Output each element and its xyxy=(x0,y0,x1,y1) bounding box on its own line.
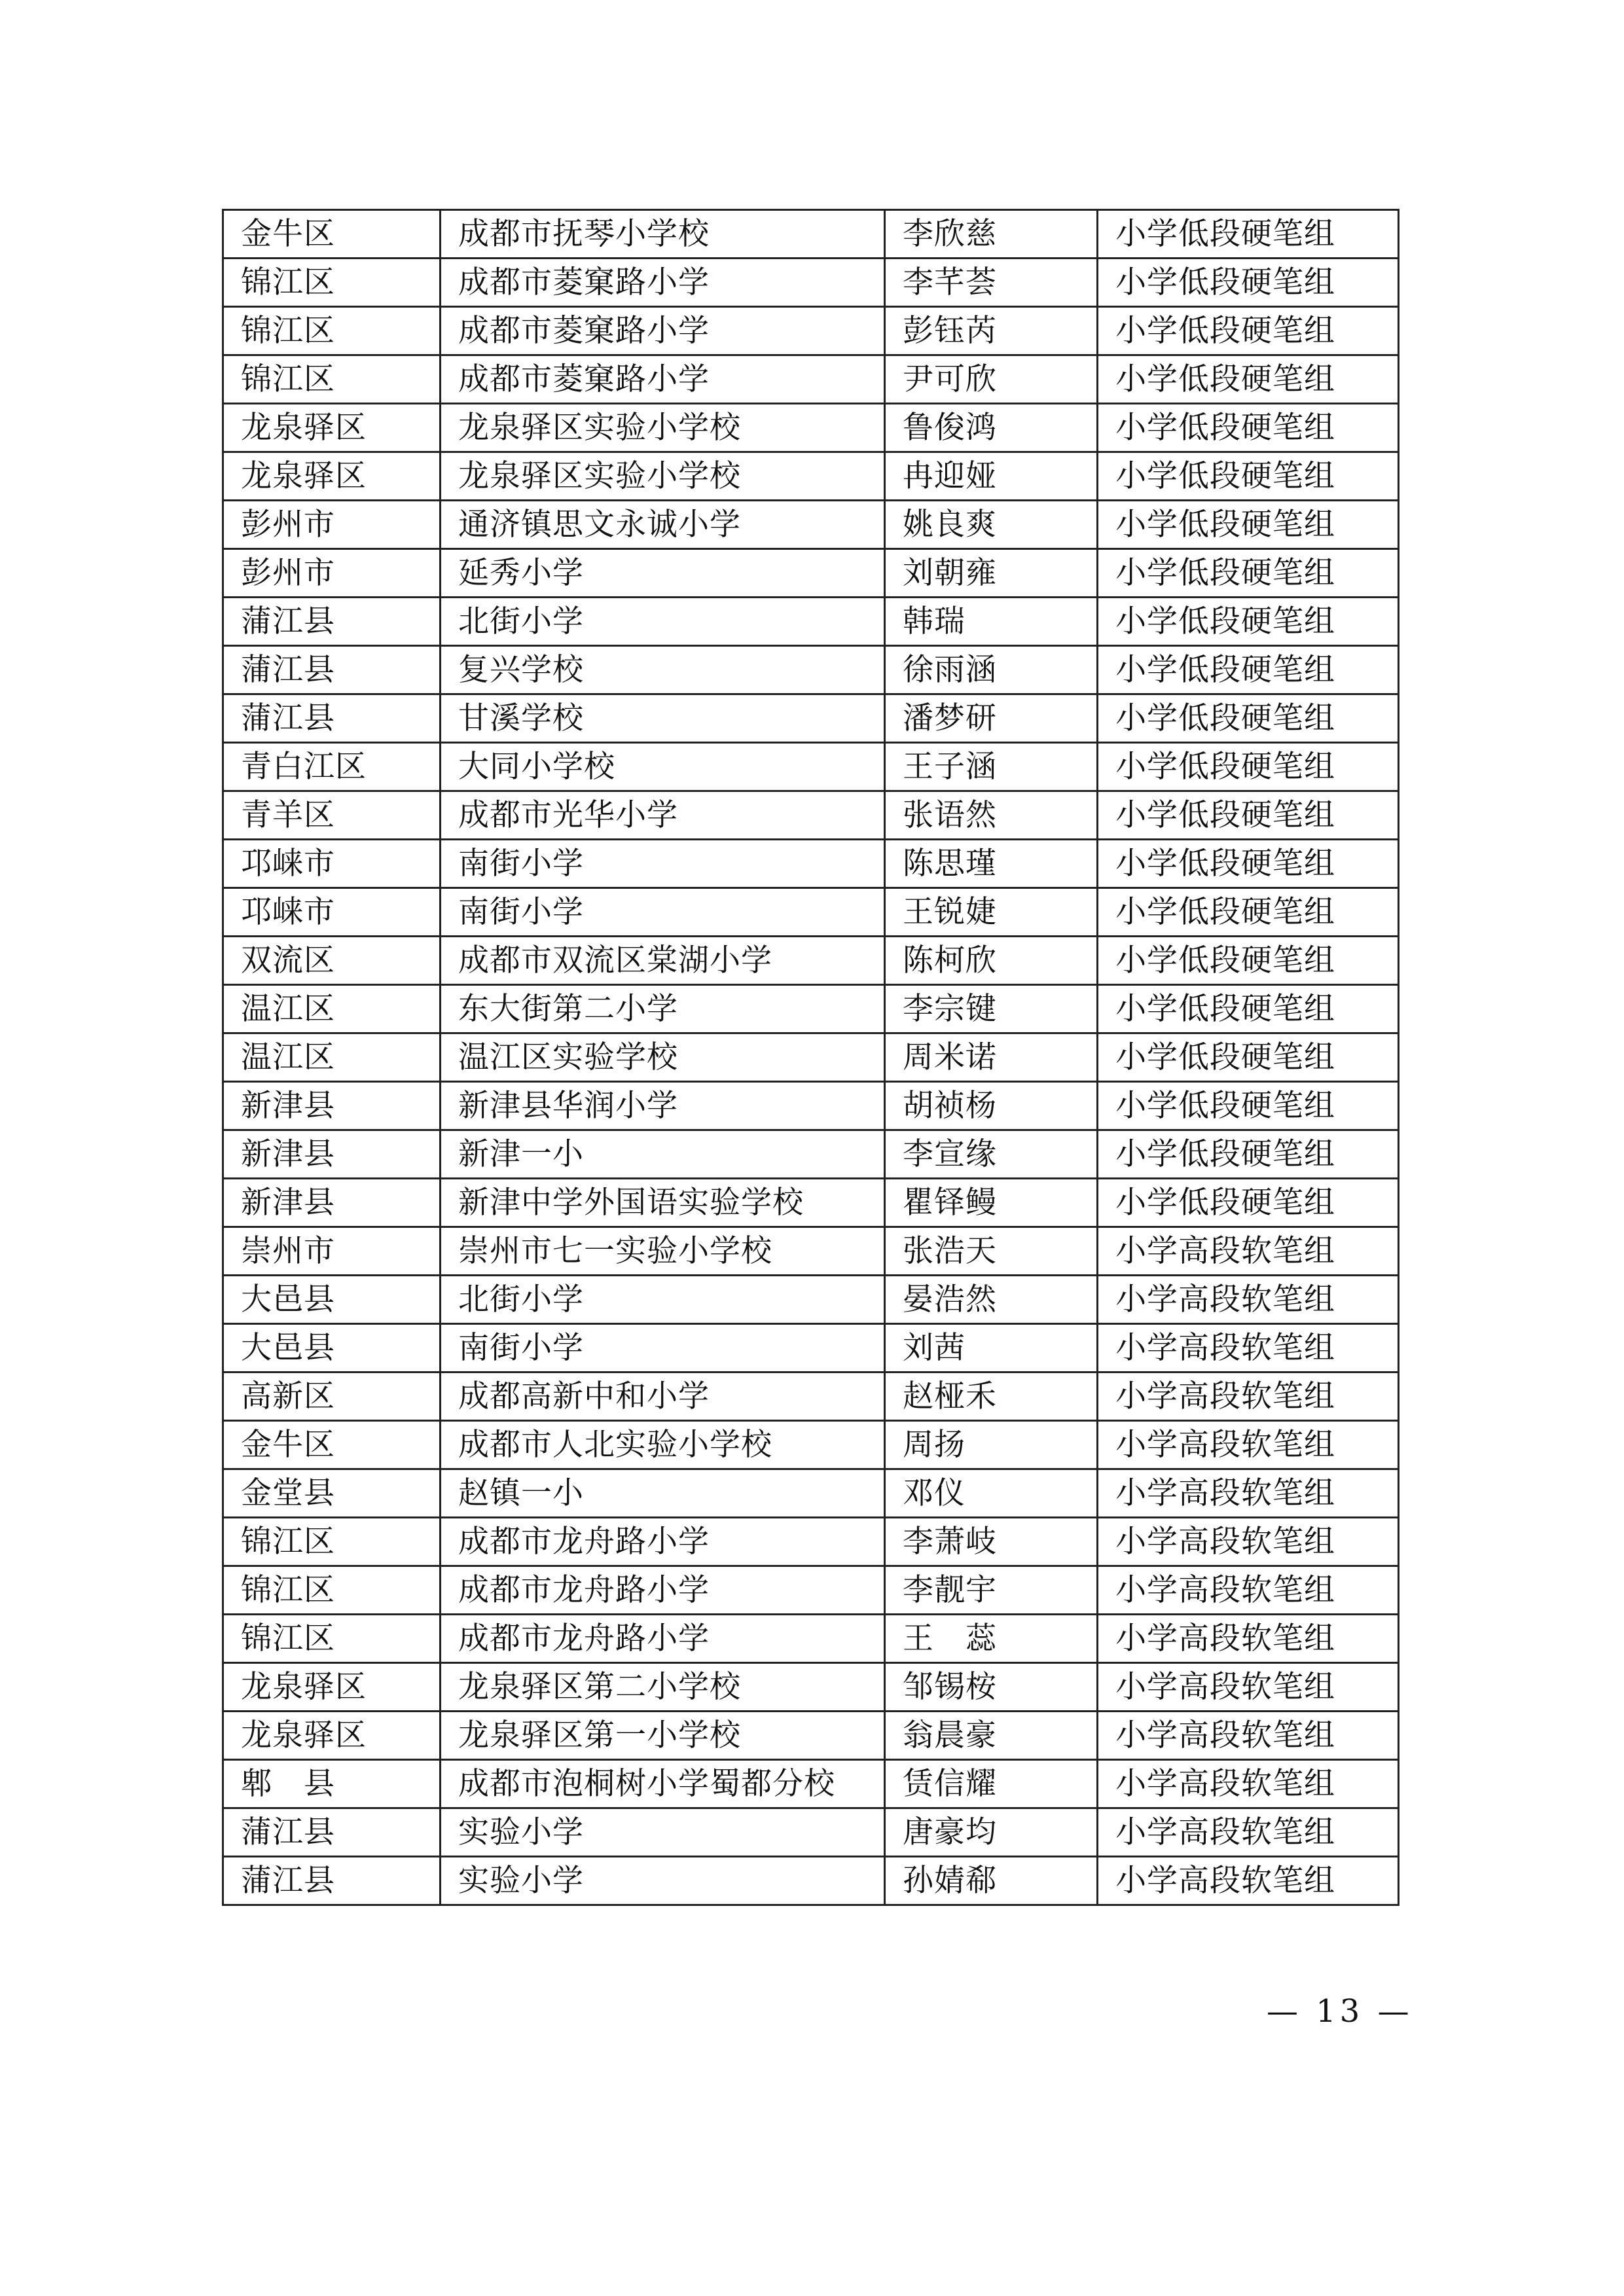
student-name-cell: 胡祯杨 xyxy=(885,1082,1098,1130)
student-name-cell: 瞿铎鳗 xyxy=(885,1179,1098,1227)
district-cell: 彭州市 xyxy=(223,501,441,549)
student-name-cell: 翁晨豪 xyxy=(885,1712,1098,1760)
student-name-cell: 孙婧郗 xyxy=(885,1857,1098,1905)
school-cell: 通济镇思文永诚小学 xyxy=(441,501,885,549)
group-cell: 小学高段软笔组 xyxy=(1098,1615,1399,1663)
student-name-cell: 晏浩然 xyxy=(885,1276,1098,1324)
group-cell: 小学高段软笔组 xyxy=(1098,1857,1399,1905)
district-cell: 温江区 xyxy=(223,985,441,1033)
group-cell: 小学低段硬笔组 xyxy=(1098,937,1399,985)
group-cell: 小学高段软笔组 xyxy=(1098,1372,1399,1421)
table-row xyxy=(223,1615,1399,1663)
student-name-cell: 李宣缘 xyxy=(885,1130,1098,1179)
student-name-cell: 李宗键 xyxy=(885,985,1098,1033)
group-cell: 小学低段硬笔组 xyxy=(1098,646,1399,694)
school-cell: 温江区实验学校 xyxy=(441,1033,885,1082)
group-cell: 小学低段硬笔组 xyxy=(1098,307,1399,355)
school-cell: 成都市龙舟路小学 xyxy=(441,1518,885,1566)
school-cell: 成都市菱窠路小学 xyxy=(441,355,885,404)
group-cell: 小学低段硬笔组 xyxy=(1098,888,1399,937)
group-cell: 小学低段硬笔组 xyxy=(1098,355,1399,404)
group-cell: 小学高段软笔组 xyxy=(1098,1324,1399,1372)
district-cell: 新津县 xyxy=(223,1179,441,1227)
table-row xyxy=(223,1227,1399,1276)
table-row xyxy=(223,1130,1399,1179)
table-row xyxy=(223,1324,1399,1372)
school-cell: 崇州市七一实验小学校 xyxy=(441,1227,885,1276)
table-row xyxy=(223,1808,1399,1857)
school-cell: 龙泉驿区第二小学校 xyxy=(441,1663,885,1712)
group-cell: 小学低段硬笔组 xyxy=(1098,598,1399,646)
school-cell: 新津中学外国语实验学校 xyxy=(441,1179,885,1227)
table-row xyxy=(223,1857,1399,1905)
district-cell: 郫 县 xyxy=(223,1760,441,1808)
school-cell: 新津一小 xyxy=(441,1130,885,1179)
student-name-cell: 姚良爽 xyxy=(885,501,1098,549)
school-cell: 成都市人北实验小学校 xyxy=(441,1421,885,1469)
district-cell: 青白江区 xyxy=(223,743,441,791)
award-list-table xyxy=(222,209,1399,1906)
school-cell: 北街小学 xyxy=(441,1276,885,1324)
student-name-cell: 王锐婕 xyxy=(885,888,1098,937)
table-row xyxy=(223,1421,1399,1469)
group-cell: 小学低段硬笔组 xyxy=(1098,452,1399,501)
table-row xyxy=(223,937,1399,985)
table-row xyxy=(223,743,1399,791)
group-cell: 小学低段硬笔组 xyxy=(1098,501,1399,549)
student-name-cell: 张语然 xyxy=(885,791,1098,840)
school-cell: 东大街第二小学 xyxy=(441,985,885,1033)
student-name-cell: 唐豪均 xyxy=(885,1808,1098,1857)
table-row xyxy=(223,1760,1399,1808)
table-row xyxy=(223,355,1399,404)
student-name-cell: 周米诺 xyxy=(885,1033,1098,1082)
group-cell: 小学低段硬笔组 xyxy=(1098,210,1399,259)
school-cell: 新津县华润小学 xyxy=(441,1082,885,1130)
district-cell: 温江区 xyxy=(223,1033,441,1082)
district-cell: 新津县 xyxy=(223,1082,441,1130)
school-cell: 成都市光华小学 xyxy=(441,791,885,840)
group-cell: 小学低段硬笔组 xyxy=(1098,1179,1399,1227)
student-name-cell: 周扬 xyxy=(885,1421,1098,1469)
student-name-cell: 潘梦研 xyxy=(885,694,1098,743)
student-name-cell: 李欣慈 xyxy=(885,210,1098,259)
group-cell: 小学高段软笔组 xyxy=(1098,1276,1399,1324)
student-name-cell: 张浩天 xyxy=(885,1227,1098,1276)
group-cell: 小学低段硬笔组 xyxy=(1098,1033,1399,1082)
school-cell: 成都市龙舟路小学 xyxy=(441,1566,885,1615)
district-cell: 锦江区 xyxy=(223,1566,441,1615)
school-cell: 成都市菱窠路小学 xyxy=(441,307,885,355)
school-cell: 南街小学 xyxy=(441,840,885,888)
student-name-cell: 李芊荟 xyxy=(885,259,1098,307)
district-cell: 锦江区 xyxy=(223,1615,441,1663)
group-cell: 小学高段软笔组 xyxy=(1098,1566,1399,1615)
group-cell: 小学低段硬笔组 xyxy=(1098,404,1399,452)
district-cell: 邛崃市 xyxy=(223,888,441,937)
student-name-cell: 刘茜 xyxy=(885,1324,1098,1372)
school-cell: 南街小学 xyxy=(441,888,885,937)
student-name-cell: 鲁俊鸿 xyxy=(885,404,1098,452)
group-cell: 小学高段软笔组 xyxy=(1098,1663,1399,1712)
student-name-cell: 李萧岐 xyxy=(885,1518,1098,1566)
student-name-cell: 赵桠禾 xyxy=(885,1372,1098,1421)
group-cell: 小学低段硬笔组 xyxy=(1098,549,1399,598)
table-row xyxy=(223,985,1399,1033)
student-name-cell: 邹锡桉 xyxy=(885,1663,1098,1712)
district-cell: 青羊区 xyxy=(223,791,441,840)
school-cell: 赵镇一小 xyxy=(441,1469,885,1518)
table-row xyxy=(223,1663,1399,1712)
group-cell: 小学高段软笔组 xyxy=(1098,1518,1399,1566)
student-name-cell: 邓仪 xyxy=(885,1469,1098,1518)
table-row xyxy=(223,307,1399,355)
district-cell: 大邑县 xyxy=(223,1276,441,1324)
table-row xyxy=(223,452,1399,501)
table-row xyxy=(223,646,1399,694)
table-row xyxy=(223,404,1399,452)
school-cell: 成都市菱窠路小学 xyxy=(441,259,885,307)
student-name-cell: 陈思瑾 xyxy=(885,840,1098,888)
district-cell: 蒲江县 xyxy=(223,646,441,694)
table-row xyxy=(223,1033,1399,1082)
table-row xyxy=(223,210,1399,259)
table-row xyxy=(223,1566,1399,1615)
district-cell: 锦江区 xyxy=(223,1518,441,1566)
group-cell: 小学低段硬笔组 xyxy=(1098,259,1399,307)
district-cell: 彭州市 xyxy=(223,549,441,598)
school-cell: 成都市泡桐树小学蜀都分校 xyxy=(441,1760,885,1808)
school-cell: 成都市龙舟路小学 xyxy=(441,1615,885,1663)
school-cell: 甘溪学校 xyxy=(441,694,885,743)
district-cell: 金堂县 xyxy=(223,1469,441,1518)
group-cell: 小学高段软笔组 xyxy=(1098,1421,1399,1469)
district-cell: 龙泉驿区 xyxy=(223,404,441,452)
group-cell: 小学低段硬笔组 xyxy=(1098,743,1399,791)
table-row xyxy=(223,1469,1399,1518)
student-name-cell: 李靓宇 xyxy=(885,1566,1098,1615)
school-cell: 成都市抚琴小学校 xyxy=(441,210,885,259)
district-cell: 蒲江县 xyxy=(223,694,441,743)
table-row xyxy=(223,549,1399,598)
student-name-cell: 韩瑞 xyxy=(885,598,1098,646)
district-cell: 锦江区 xyxy=(223,307,441,355)
district-cell: 锦江区 xyxy=(223,355,441,404)
table-row xyxy=(223,1082,1399,1130)
student-name-cell: 王 蕊 xyxy=(885,1615,1098,1663)
group-cell: 小学高段软笔组 xyxy=(1098,1808,1399,1857)
table-row xyxy=(223,694,1399,743)
student-name-cell: 彭钰芮 xyxy=(885,307,1098,355)
school-cell: 北街小学 xyxy=(441,598,885,646)
table-row xyxy=(223,1372,1399,1421)
award-list-body xyxy=(223,210,1399,1905)
table-row xyxy=(223,1179,1399,1227)
school-cell: 成都市双流区棠湖小学 xyxy=(441,937,885,985)
student-name-cell: 尹可欣 xyxy=(885,355,1098,404)
table-row xyxy=(223,259,1399,307)
student-name-cell: 陈柯欣 xyxy=(885,937,1098,985)
group-cell: 小学低段硬笔组 xyxy=(1098,694,1399,743)
district-cell: 龙泉驿区 xyxy=(223,1712,441,1760)
school-cell: 龙泉驿区第一小学校 xyxy=(441,1712,885,1760)
school-cell: 大同小学校 xyxy=(441,743,885,791)
student-name-cell: 刘朝雍 xyxy=(885,549,1098,598)
school-cell: 实验小学 xyxy=(441,1808,885,1857)
table-row xyxy=(223,840,1399,888)
district-cell: 金牛区 xyxy=(223,1421,441,1469)
table-row xyxy=(223,1518,1399,1566)
student-name-cell: 赁信耀 xyxy=(885,1760,1098,1808)
table-row xyxy=(223,501,1399,549)
school-cell: 龙泉驿区实验小学校 xyxy=(441,404,885,452)
district-cell: 大邑县 xyxy=(223,1324,441,1372)
group-cell: 小学高段软笔组 xyxy=(1098,1469,1399,1518)
school-cell: 成都高新中和小学 xyxy=(441,1372,885,1421)
district-cell: 蒲江县 xyxy=(223,1808,441,1857)
group-cell: 小学高段软笔组 xyxy=(1098,1760,1399,1808)
district-cell: 龙泉驿区 xyxy=(223,1663,441,1712)
district-cell: 蒲江县 xyxy=(223,598,441,646)
school-cell: 龙泉驿区实验小学校 xyxy=(441,452,885,501)
district-cell: 蒲江县 xyxy=(223,1857,441,1905)
school-cell: 南街小学 xyxy=(441,1324,885,1372)
group-cell: 小学低段硬笔组 xyxy=(1098,1082,1399,1130)
district-cell: 高新区 xyxy=(223,1372,441,1421)
district-cell: 锦江区 xyxy=(223,259,441,307)
district-cell: 双流区 xyxy=(223,937,441,985)
group-cell: 小学高段软笔组 xyxy=(1098,1712,1399,1760)
school-cell: 延秀小学 xyxy=(441,549,885,598)
district-cell: 新津县 xyxy=(223,1130,441,1179)
school-cell: 实验小学 xyxy=(441,1857,885,1905)
group-cell: 小学低段硬笔组 xyxy=(1098,1130,1399,1179)
group-cell: 小学低段硬笔组 xyxy=(1098,840,1399,888)
student-name-cell: 冉迎娅 xyxy=(885,452,1098,501)
table-row xyxy=(223,598,1399,646)
student-name-cell: 徐雨涵 xyxy=(885,646,1098,694)
group-cell: 小学高段软笔组 xyxy=(1098,1227,1399,1276)
group-cell: 小学低段硬笔组 xyxy=(1098,985,1399,1033)
table-row xyxy=(223,1712,1399,1760)
district-cell: 邛崃市 xyxy=(223,840,441,888)
district-cell: 金牛区 xyxy=(223,210,441,259)
group-cell: 小学低段硬笔组 xyxy=(1098,791,1399,840)
table-row xyxy=(223,791,1399,840)
district-cell: 龙泉驿区 xyxy=(223,452,441,501)
page-number: — 13 — xyxy=(1267,1993,1413,2030)
table-row xyxy=(223,888,1399,937)
school-cell: 复兴学校 xyxy=(441,646,885,694)
table-row xyxy=(223,1276,1399,1324)
student-name-cell: 王子涵 xyxy=(885,743,1098,791)
district-cell: 崇州市 xyxy=(223,1227,441,1276)
